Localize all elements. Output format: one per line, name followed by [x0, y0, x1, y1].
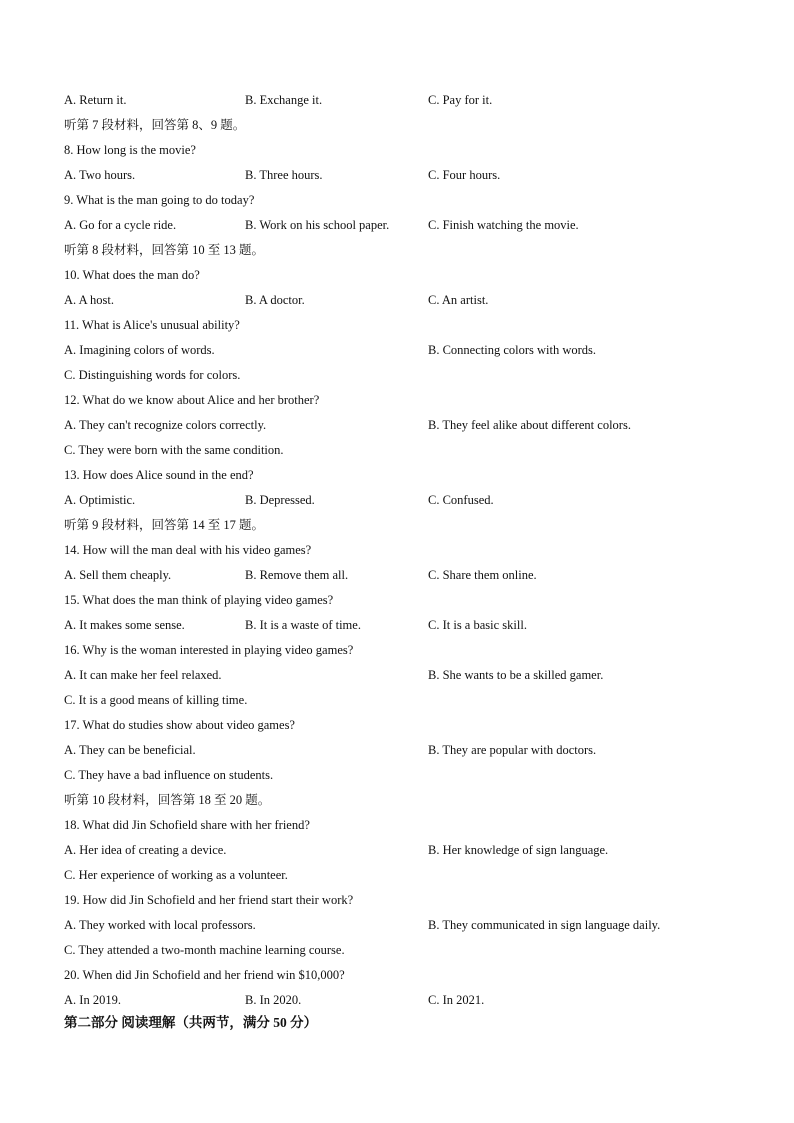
- answer-option: A. They can be beneficial.: [64, 743, 196, 757]
- answer-option: C. In 2021.: [428, 993, 485, 1007]
- question-text: 15. What does the man think of playing video games?: [64, 593, 334, 607]
- answer-option: B. A doctor.: [245, 293, 305, 307]
- answer-option: B. Three hours.: [245, 168, 323, 182]
- answer-option: B. Connecting colors with words.: [428, 343, 597, 357]
- listening-instruction: 听第 8 段材料，回答第 10 至 13 题。: [64, 243, 265, 257]
- answer-option: C. They were born with the same condition.: [64, 443, 284, 457]
- answer-option: C. Finish watching the movie.: [428, 218, 579, 232]
- answer-option: A. Go for a cycle ride.: [64, 218, 177, 232]
- answer-option: A. Return it.: [64, 93, 127, 107]
- question-text: 8. How long is the movie?: [64, 143, 196, 157]
- answer-option: C. Four hours.: [428, 168, 501, 182]
- question-text: 14. How will the man deal with his video games?: [64, 543, 312, 557]
- answer-option: A. Sell them cheaply.: [64, 568, 172, 582]
- answer-option: C. Distinguishing words for colors.: [64, 368, 241, 382]
- question-text: 12. What do we know about Alice and her brother?: [64, 393, 320, 407]
- answer-option: C. They have a bad influence on students.: [64, 768, 274, 782]
- answer-option: C. Her experience of working as a volunteer.: [64, 868, 288, 882]
- answer-option: C. An artist.: [428, 293, 489, 307]
- answer-option: A. They worked with local professors.: [64, 918, 256, 932]
- answer-option: B. Work on his school paper.: [245, 218, 390, 232]
- question-text: 11. What is Alice's unusual ability?: [64, 318, 240, 332]
- answer-option: B. She wants to be a skilled gamer.: [428, 668, 604, 682]
- answer-option: B. They communicated in sign language daily.: [428, 918, 661, 932]
- answer-option: B. Remove them all.: [245, 568, 349, 582]
- answer-option: C. Confused.: [428, 493, 494, 507]
- listening-instruction: 听第 9 段材料，回答第 14 至 17 题。: [64, 518, 265, 532]
- answer-option: B. It is a waste of time.: [245, 618, 361, 632]
- answer-option: C. Pay for it.: [428, 93, 493, 107]
- answer-option: B. In 2020.: [245, 993, 302, 1007]
- question-text: 20. When did Jin Schofield and her friend win $10,000?: [64, 968, 345, 982]
- answer-option: A. A host.: [64, 293, 115, 307]
- answer-option: C. They attended a two-month machine learning course.: [64, 943, 345, 957]
- question-text: 19. How did Jin Schofield and her friend start their work?: [64, 893, 354, 907]
- section-heading: 第二部分 阅读理解（共两节，满分 50 分）: [64, 1015, 318, 1030]
- listening-instruction: 听第 10 段材料，回答第 18 至 20 题。: [64, 793, 271, 807]
- answer-option: A. Imagining colors of words.: [64, 343, 215, 357]
- answer-option: A. In 2019.: [64, 993, 121, 1007]
- answer-option: A. Optimistic.: [64, 493, 136, 507]
- answer-option: A. It can make her feel relaxed.: [64, 668, 222, 682]
- answer-option: B. Exchange it.: [245, 93, 323, 107]
- listening-instruction: 听第 7 段材料，回答第 8、9 题。: [64, 118, 246, 132]
- answer-option: B. They feel alike about different colors.: [428, 418, 631, 432]
- answer-option: C. Share them online.: [428, 568, 537, 582]
- question-text: 9. What is the man going to do today?: [64, 193, 255, 207]
- question-text: 18. What did Jin Schofield share with her friend?: [64, 818, 310, 832]
- question-text: 17. What do studies show about video games?: [64, 718, 295, 732]
- question-text: 10. What does the man do?: [64, 268, 200, 282]
- question-text: 16. Why is the woman interested in playing video games?: [64, 643, 354, 657]
- answer-option: A. It makes some sense.: [64, 618, 185, 632]
- answer-option: B. They are popular with doctors.: [428, 743, 597, 757]
- answer-option: C. It is a good means of killing time.: [64, 693, 248, 707]
- answer-option: B. Her knowledge of sign language.: [428, 843, 609, 857]
- answer-option: A. Her idea of creating a device.: [64, 843, 227, 857]
- answer-option: C. It is a basic skill.: [428, 618, 527, 632]
- question-text: 13. How does Alice sound in the end?: [64, 468, 254, 482]
- answer-option: A. Two hours.: [64, 168, 136, 182]
- answer-option: A. They can't recognize colors correctly.: [64, 418, 267, 432]
- answer-option: B. Depressed.: [245, 493, 315, 507]
